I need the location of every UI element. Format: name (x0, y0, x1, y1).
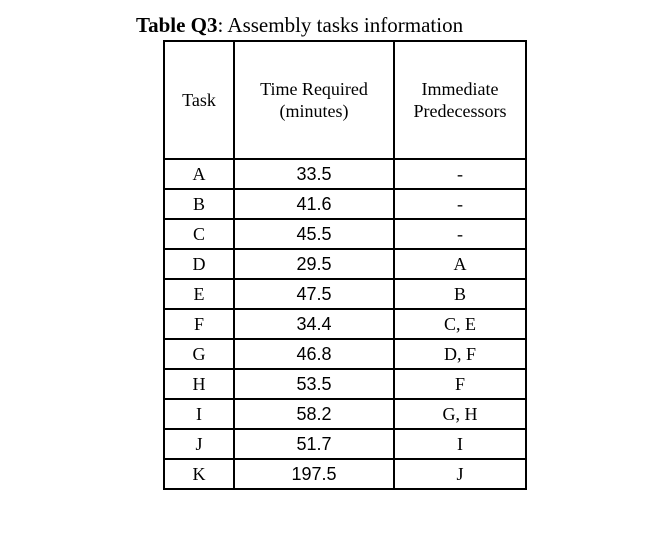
table-caption (136, 13, 463, 38)
time-cell: 51.7 (234, 429, 394, 459)
predecessor-cell: F (394, 369, 526, 399)
task-cell: K (164, 459, 234, 489)
predecessor-cell: - (394, 219, 526, 249)
time-cell: 41.6 (234, 189, 394, 219)
task-cell: F (164, 309, 234, 339)
caption-text: : Assembly tasks information (217, 13, 464, 37)
time-cell: 29.5 (234, 249, 394, 279)
table-row (164, 369, 526, 399)
table-row (164, 219, 526, 249)
table-row (164, 399, 526, 429)
time-cell: 197.5 (234, 459, 394, 489)
time-cell: 58.2 (234, 399, 394, 429)
time-cell: 53.5 (234, 369, 394, 399)
table-row (164, 339, 526, 369)
task-cell: J (164, 429, 234, 459)
task-cell: D (164, 249, 234, 279)
header-task: Task (164, 41, 234, 159)
predecessor-cell: I (394, 429, 526, 459)
header-immediate-predecessors: Immediate Predecessors (394, 41, 526, 159)
task-cell: E (164, 279, 234, 309)
header-row (164, 41, 526, 159)
header-time-required: Time Required (minutes) (234, 41, 394, 159)
time-cell: 47.5 (234, 279, 394, 309)
assembly-tasks-table (163, 40, 527, 490)
table-row (164, 429, 526, 459)
table-row (164, 459, 526, 489)
task-cell: C (164, 219, 234, 249)
predecessor-cell: A (394, 249, 526, 279)
task-cell: H (164, 369, 234, 399)
predecessor-cell: - (394, 189, 526, 219)
time-cell: 45.5 (234, 219, 394, 249)
predecessor-cell: D, F (394, 339, 526, 369)
task-cell: A (164, 159, 234, 189)
time-cell: 33.5 (234, 159, 394, 189)
predecessor-cell: B (394, 279, 526, 309)
table-row (164, 249, 526, 279)
time-cell: 46.8 (234, 339, 394, 369)
predecessor-cell: G, H (394, 399, 526, 429)
predecessor-cell: J (394, 459, 526, 489)
time-cell: 34.4 (234, 309, 394, 339)
table-row (164, 309, 526, 339)
task-cell: I (164, 399, 234, 429)
predecessor-cell: - (394, 159, 526, 189)
table-row (164, 279, 526, 309)
task-cell: G (164, 339, 234, 369)
table-row (164, 159, 526, 189)
caption-label: Table Q3 (136, 13, 218, 37)
task-cell: B (164, 189, 234, 219)
table-row (164, 189, 526, 219)
predecessor-cell: C, E (394, 309, 526, 339)
